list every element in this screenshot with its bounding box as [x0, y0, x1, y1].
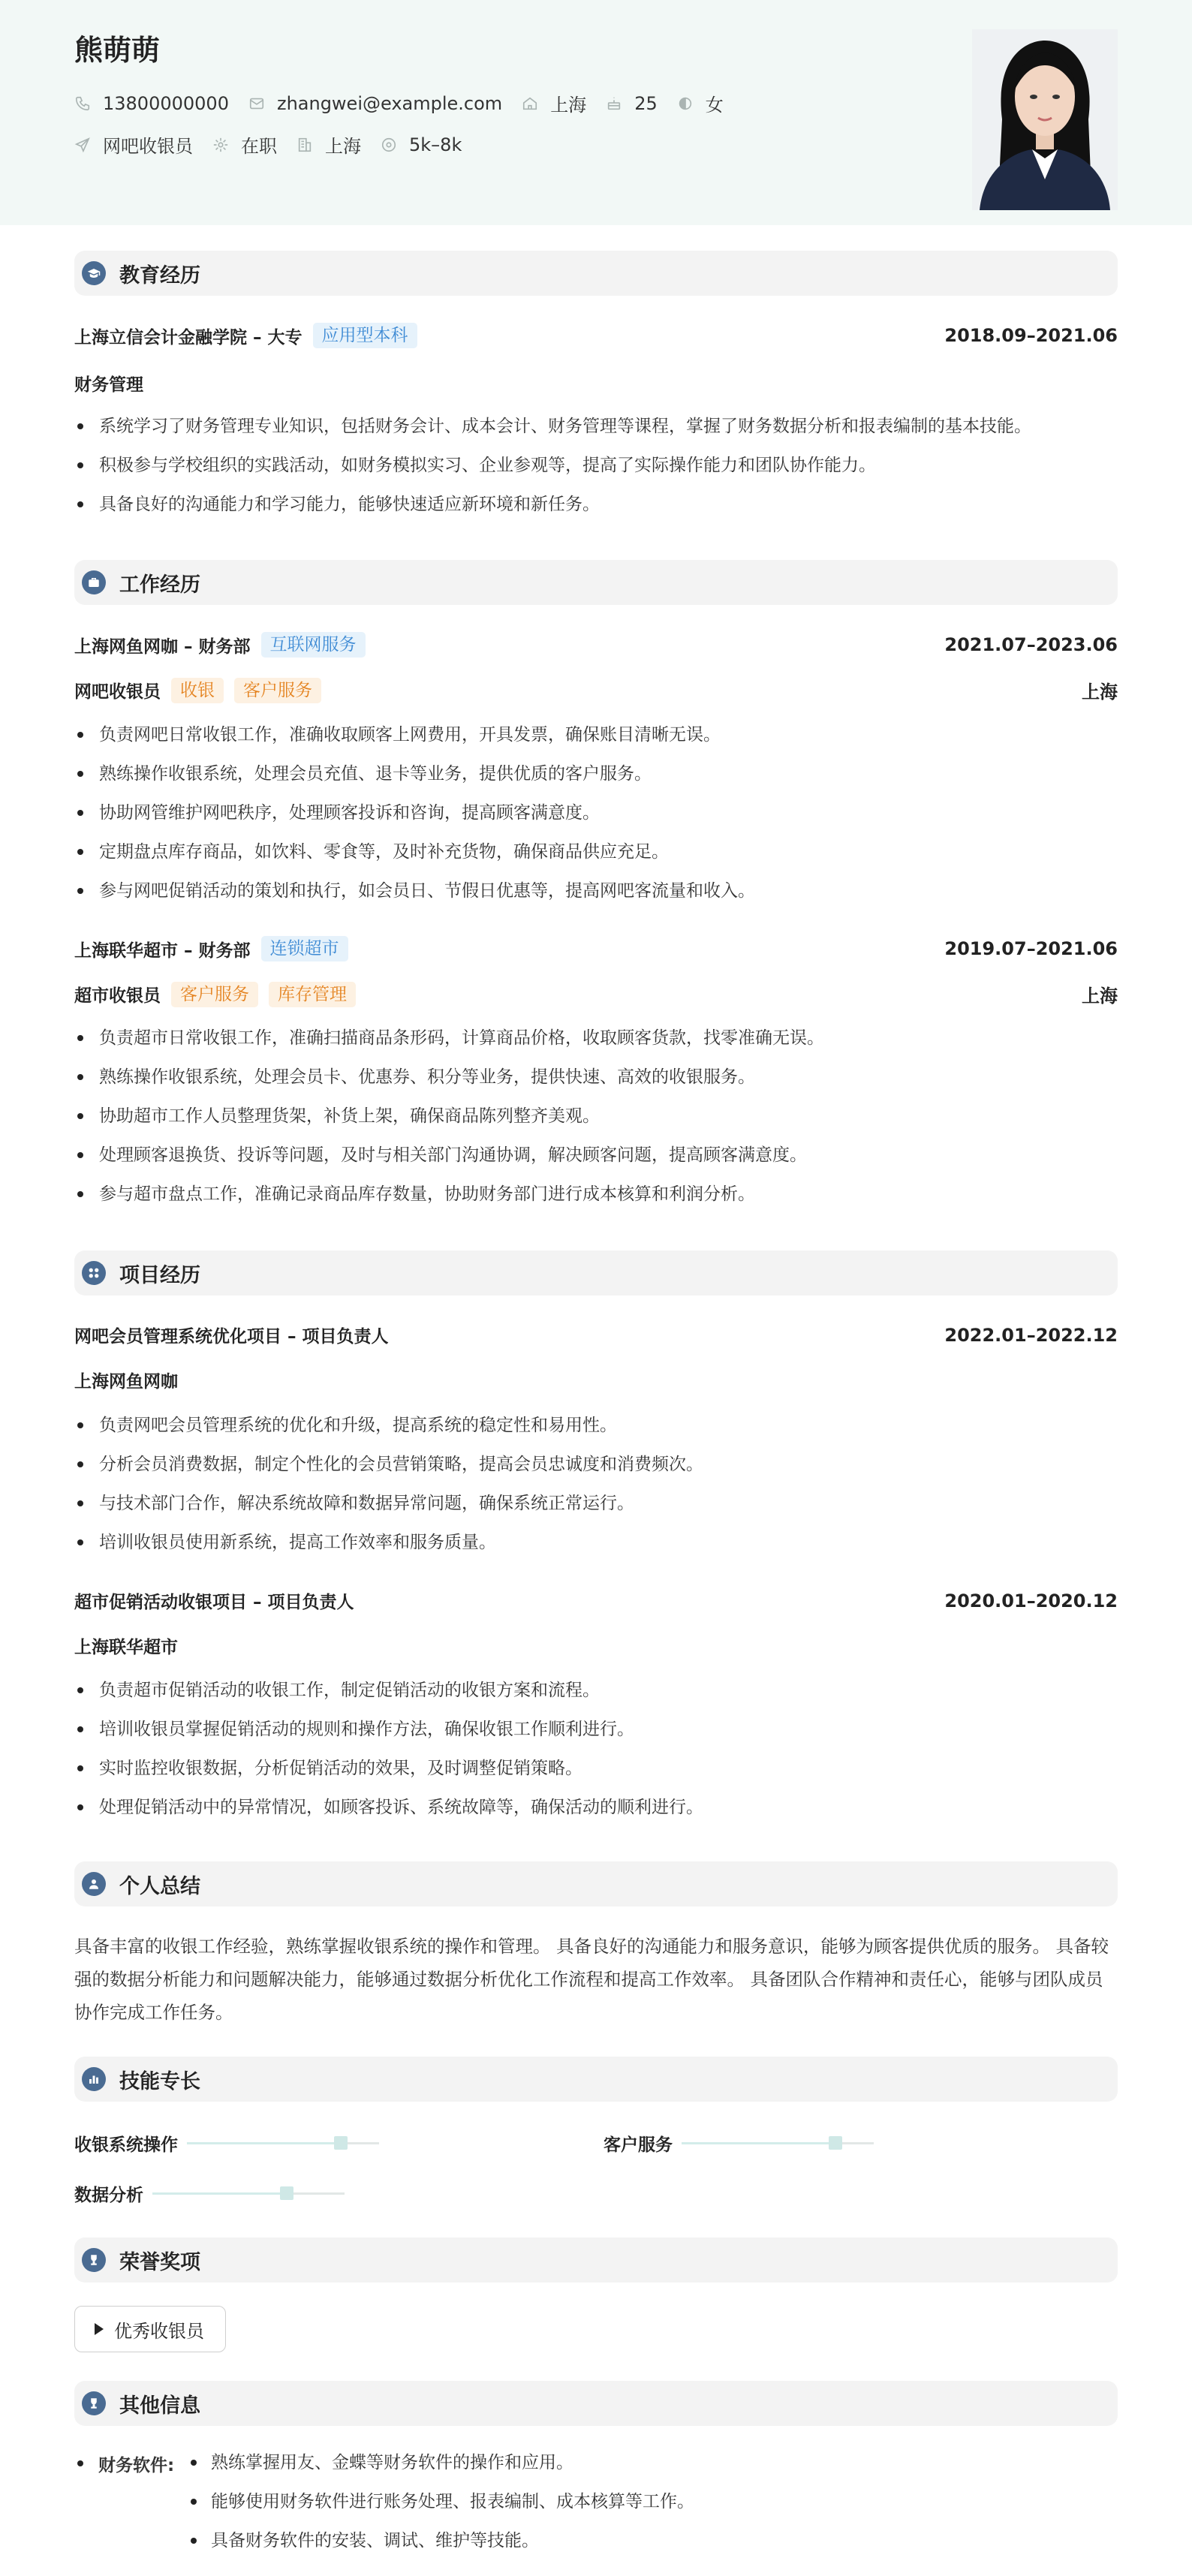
- job-city: 上海: [1082, 682, 1118, 703]
- project-details: [74, 1679, 1118, 1835]
- trophy-icon: [82, 2248, 106, 2272]
- list-item: 处理顾客退换货、投诉等问题，及时与相关部门沟通协调，解决顾客问题，提高顾客满意度。: [74, 1144, 1118, 1183]
- list-item: 负责网吧会员管理系统的优化和升级，提高系统的稳定性和易用性。: [74, 1414, 1118, 1453]
- job-date: 2021.07–2023.06: [944, 634, 1118, 655]
- job-role: 网吧收银员: [74, 682, 161, 702]
- list-item: 熟练操作收银系统，处理会员卡、优惠券、积分等业务，提供快速、高效的收银服务。: [74, 1066, 1118, 1105]
- building-icon: [296, 137, 313, 153]
- city-item: [296, 131, 361, 158]
- list-item: 定期盘点库存商品，如饮料、零食等，及时补充货物，确保商品供应充足。: [74, 841, 1118, 880]
- job-header: [74, 632, 1118, 658]
- graduation-cap-icon: [82, 261, 106, 285]
- list-item: 熟练掌握用友、金蝶等财务软件的操作和应用。: [188, 2451, 938, 2490]
- project-header: [74, 1588, 1118, 1613]
- project-details: [74, 1414, 1118, 1570]
- email-text: zhangwei@example.com: [276, 92, 503, 114]
- education-major-row: [74, 371, 1118, 396]
- skill-tag: 收银: [171, 678, 224, 703]
- gear-icon: [212, 137, 229, 153]
- school-tag: 应用型本科: [313, 323, 417, 348]
- skill-tag: 库存管理: [269, 982, 356, 1007]
- project-org: 上海联华超市: [74, 1638, 178, 1657]
- list-item: 培训收银员使用新系统，提高工作效率和服务质量。: [74, 1531, 1118, 1570]
- skill-level-fill: [682, 2142, 835, 2144]
- other-key: 财务软件:: [74, 2451, 174, 2476]
- skill-level-bar: [152, 2192, 345, 2195]
- resume-header: [0, 0, 1192, 225]
- project-org-row: [74, 1368, 1118, 1392]
- phone-text: 13800000000: [103, 92, 229, 114]
- position-item: [74, 131, 193, 158]
- list-item: 系统学习了财务管理专业知识，包括财务会计、成本会计、财务管理等课程，掌握了财务数据分析和报表编制的基本技能。: [74, 415, 1118, 454]
- list-item: 具备良好的沟通能力和学习能力，能够快速适应新环境和新任务。: [74, 493, 1118, 532]
- briefcase-icon: [82, 570, 106, 594]
- list-item: 协助超市工作人员整理货架，补货上架，确保商品陈列整齐美观。: [74, 1105, 1118, 1144]
- project-date: 2022.01–2022.12: [944, 1324, 1118, 1346]
- salary-text: 5k–8k: [409, 134, 462, 155]
- industry-tag: 互联网服务: [261, 632, 366, 658]
- section-title: 技能专长: [119, 2069, 200, 2093]
- project-org-row: [74, 1633, 1118, 1658]
- section-skills: [74, 2057, 1118, 2102]
- list-item: 参与网吧促销活动的策划和执行，如会员日、节假日优惠等，提高网吧客流量和收入。: [74, 880, 1118, 919]
- list-item: 负责超市日常收银工作，准确扫描商品条形码，计算商品价格，收取顾客货款，找零准确无误。: [74, 1027, 1118, 1066]
- job-header: [74, 936, 1118, 961]
- city-text: 上海: [325, 136, 361, 157]
- job-role: 超市收银员: [74, 986, 161, 1006]
- user-icon: [82, 1872, 106, 1896]
- list-item: 处理促销活动中的异常情况，如顾客投诉、系统故障等，确保活动的顺利进行。: [74, 1796, 1118, 1835]
- phone-item: [74, 93, 229, 114]
- major: 财务管理: [74, 375, 143, 395]
- section-other: [74, 2381, 1118, 2426]
- section-awards: [74, 2237, 1118, 2283]
- company-name: 上海网鱼网咖 – 财务部: [74, 636, 251, 657]
- skill-level-bar: [187, 2142, 379, 2144]
- list-item: 具备财务软件的安装、调试、维护等技能。: [188, 2529, 938, 2568]
- phone-icon: [74, 95, 91, 112]
- job-city: 上海: [1082, 986, 1118, 1007]
- list-item: 实时监控收银数据，分析促销活动的效果，及时调整促销策略。: [74, 1757, 1118, 1796]
- education-header: [74, 323, 1118, 348]
- section-work: [74, 560, 1118, 605]
- list-item: 负责超市促销活动的收银工作，制定促销活动的收银方案和流程。: [74, 1679, 1118, 1718]
- section-title: 项目经历: [119, 1263, 200, 1287]
- skill-item: [74, 2181, 345, 2206]
- skill-item: [604, 2131, 874, 2156]
- project-name: 网吧会员管理系统优化项目 – 项目负责人: [74, 1327, 389, 1347]
- section-title: 个人总结: [119, 1874, 200, 1898]
- age-text: 25: [634, 92, 658, 114]
- section-projects: [74, 1250, 1118, 1296]
- job-role-row: [74, 981, 1118, 1007]
- list-item: 培训收银员掌握促销活动的规则和操作方法，确保收银工作顺利进行。: [74, 1718, 1118, 1757]
- gender-text: 女: [705, 95, 724, 116]
- skill-level-knob: [829, 2136, 842, 2150]
- project-org: 上海网鱼网咖: [74, 1372, 178, 1392]
- skill-level-fill: [152, 2192, 287, 2195]
- other-list: [188, 2451, 938, 2568]
- list-item: 积极参与学校组织的实践活动，如财务模拟实习、企业参观等，提高了实际操作能力和团队协作能力。: [74, 454, 1118, 493]
- skill-level-knob: [334, 2136, 348, 2150]
- education-details: [74, 415, 1118, 532]
- contact-row: [74, 90, 743, 116]
- email-item: [248, 93, 502, 114]
- coin-icon: [381, 137, 397, 153]
- skill-tag: 客户服务: [234, 678, 321, 703]
- job-role-row: [74, 677, 1118, 703]
- education-date: 2018.09–2021.06: [944, 325, 1118, 346]
- summary-text: 具备丰富的收银工作经验，熟练掌握收银系统的操作和管理。 具备良好的沟通能力和服务意识，能够为顾客提供优质的服务。 具备较强的数据分析能力和问题解决能力，能够通过数据分析优化工作流程和提高工作效率。 具备团队合作精神和责任心，能够与团队成员协作完成工作任务。: [74, 1936, 1109, 2023]
- section-education: [74, 251, 1118, 296]
- section-title: 荣誉奖项: [119, 2250, 200, 2274]
- home-icon: [522, 95, 538, 112]
- location-item: [522, 90, 586, 116]
- info-icon: [82, 2391, 106, 2415]
- candidate-name: 熊萌萌: [74, 34, 161, 67]
- bar-chart-icon: [82, 2067, 106, 2091]
- salary-item: [381, 134, 462, 155]
- skill-item: [74, 2131, 379, 2156]
- section-summary: [74, 1861, 1118, 1906]
- gender-item: [677, 90, 724, 116]
- send-icon: [74, 137, 91, 153]
- company-name: 上海联华超市 – 财务部: [74, 940, 251, 961]
- location-text: 上海: [550, 95, 587, 116]
- age-item: [606, 93, 658, 114]
- job-row: [74, 131, 481, 158]
- list-item: 熟练操作收银系统，处理会员充值、退卡等业务，提供优质的客户服务。: [74, 763, 1118, 802]
- list-item: 协助网管维护网吧秩序，处理顾客投诉和咨询，提高顾客满意度。: [74, 802, 1118, 841]
- cake-icon: [606, 95, 622, 112]
- job-details: [74, 724, 1118, 919]
- job-details: [74, 1027, 1118, 1222]
- industry-tag: 连锁超市: [261, 936, 348, 961]
- skill-name: 数据分析: [74, 2186, 143, 2205]
- section-title: 其他信息: [119, 2394, 200, 2418]
- school-name: 上海立信会计金融学院 – 大专: [74, 327, 303, 348]
- profile-photo: [972, 29, 1118, 210]
- section-title: 工作经历: [119, 573, 200, 597]
- list-item: 能够使用财务软件进行账务处理、报表编制、成本核算等工作。: [188, 2490, 938, 2529]
- list-item: 与技术部门合作，解决系统故障和数据异常问题，确保系统正常运行。: [74, 1492, 1118, 1531]
- status-item: [212, 131, 277, 158]
- award-badge: [74, 2306, 226, 2352]
- list-item: 参与超市盘点工作，准确记录商品库存数量，协助财务部门进行成本核算和利润分析。: [74, 1183, 1118, 1222]
- skill-tag: 客户服务: [171, 982, 258, 1007]
- position-text: 网吧收银员: [103, 136, 193, 157]
- skill-name: 客户服务: [604, 2135, 673, 2155]
- skill-name: 收银系统操作: [74, 2135, 178, 2155]
- play-icon: [95, 2323, 104, 2335]
- mail-icon: [248, 95, 265, 112]
- section-title: 教育经历: [119, 263, 200, 287]
- job-date: 2019.07–2021.06: [944, 938, 1118, 959]
- skill-level-fill: [187, 2142, 341, 2144]
- grid-icon: [82, 1261, 106, 1285]
- skill-level-knob: [280, 2186, 293, 2200]
- project-name: 超市促销活动收银项目 – 项目负责人: [74, 1593, 354, 1612]
- skill-level-bar: [682, 2142, 874, 2144]
- award-label: 优秀收银员: [114, 2320, 204, 2342]
- project-header: [74, 1323, 1118, 1347]
- status-text: 在职: [241, 136, 277, 157]
- list-item: 分析会员消费数据，制定个性化的会员营销策略，提高会员忠诚度和消费频次。: [74, 1453, 1118, 1492]
- gender-icon: [677, 95, 694, 112]
- list-item: 负责网吧日常收银工作，准确收取顾客上网费用，开具发票，确保账目清晰无误。: [74, 724, 1118, 763]
- project-date: 2020.01–2020.12: [944, 1590, 1118, 1612]
